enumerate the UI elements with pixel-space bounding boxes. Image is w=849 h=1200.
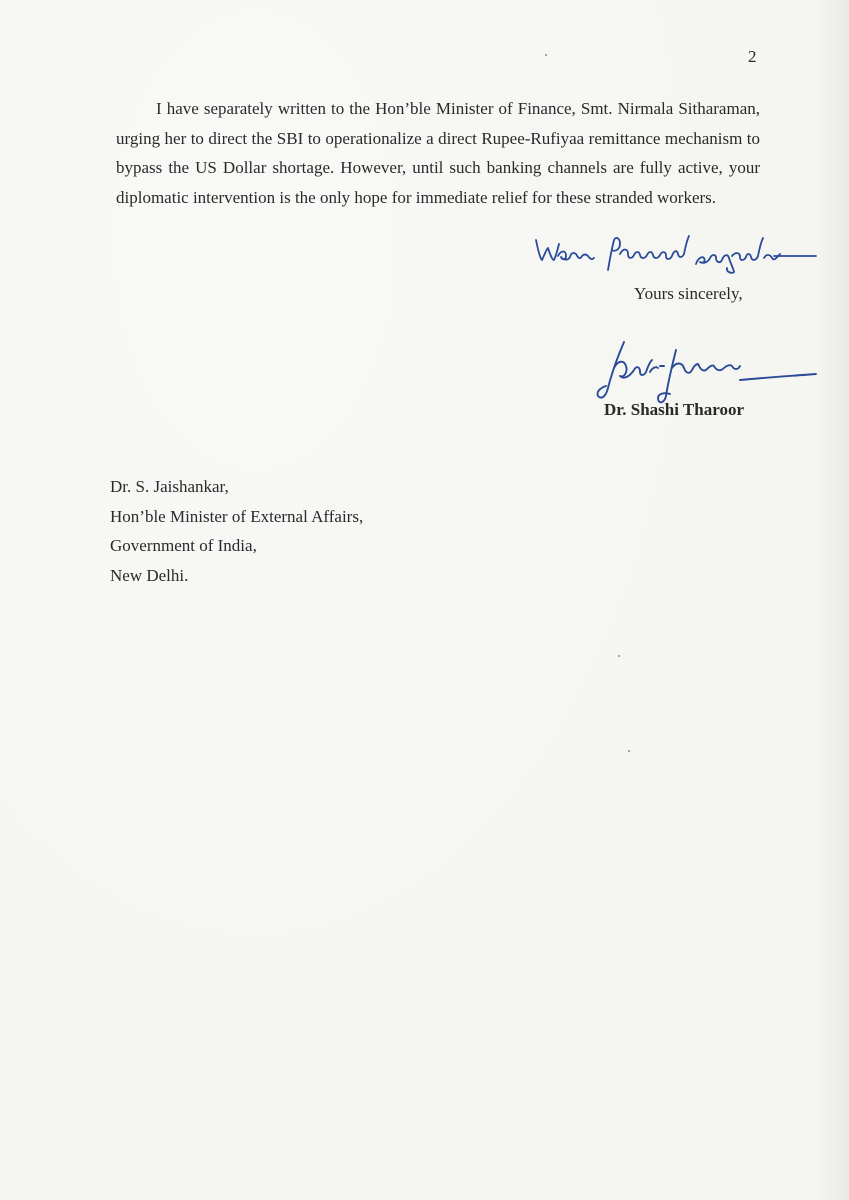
addressee-block <box>110 472 363 590</box>
page-number: 2 <box>748 47 757 66</box>
handwritten-closing <box>528 226 818 276</box>
addressee-organization: Government of India, <box>110 536 257 555</box>
signature <box>590 338 820 408</box>
signer-name: Dr. Shashi Tharoor <box>604 400 744 419</box>
paper-speck <box>628 750 630 752</box>
closing-line: Yours sincerely, <box>634 284 743 303</box>
body-paragraph: I have separately written to the Hon’ble Minister of Finance, Smt. Nirmala Sitharaman, urging her to direct the SBI to operationalize a direct Rupee-Rufiyaa remittance mechanism to bypass the US Dollar shortage. However, until such banking channels are fully active, your diplomatic intervention is the only hope for immediate relief for these stranded workers. <box>116 99 760 207</box>
addressee-city: New Delhi. <box>110 565 189 585</box>
addressee-title: Hon’ble Minister of External Affairs, <box>110 506 364 526</box>
handwritten-closing-scrawl <box>528 226 818 276</box>
signature-scrawl <box>590 338 820 408</box>
addressee-name: Dr. S. Jaishankar, <box>110 477 229 496</box>
paper-speck <box>545 54 547 56</box>
paper-speck <box>618 655 620 657</box>
